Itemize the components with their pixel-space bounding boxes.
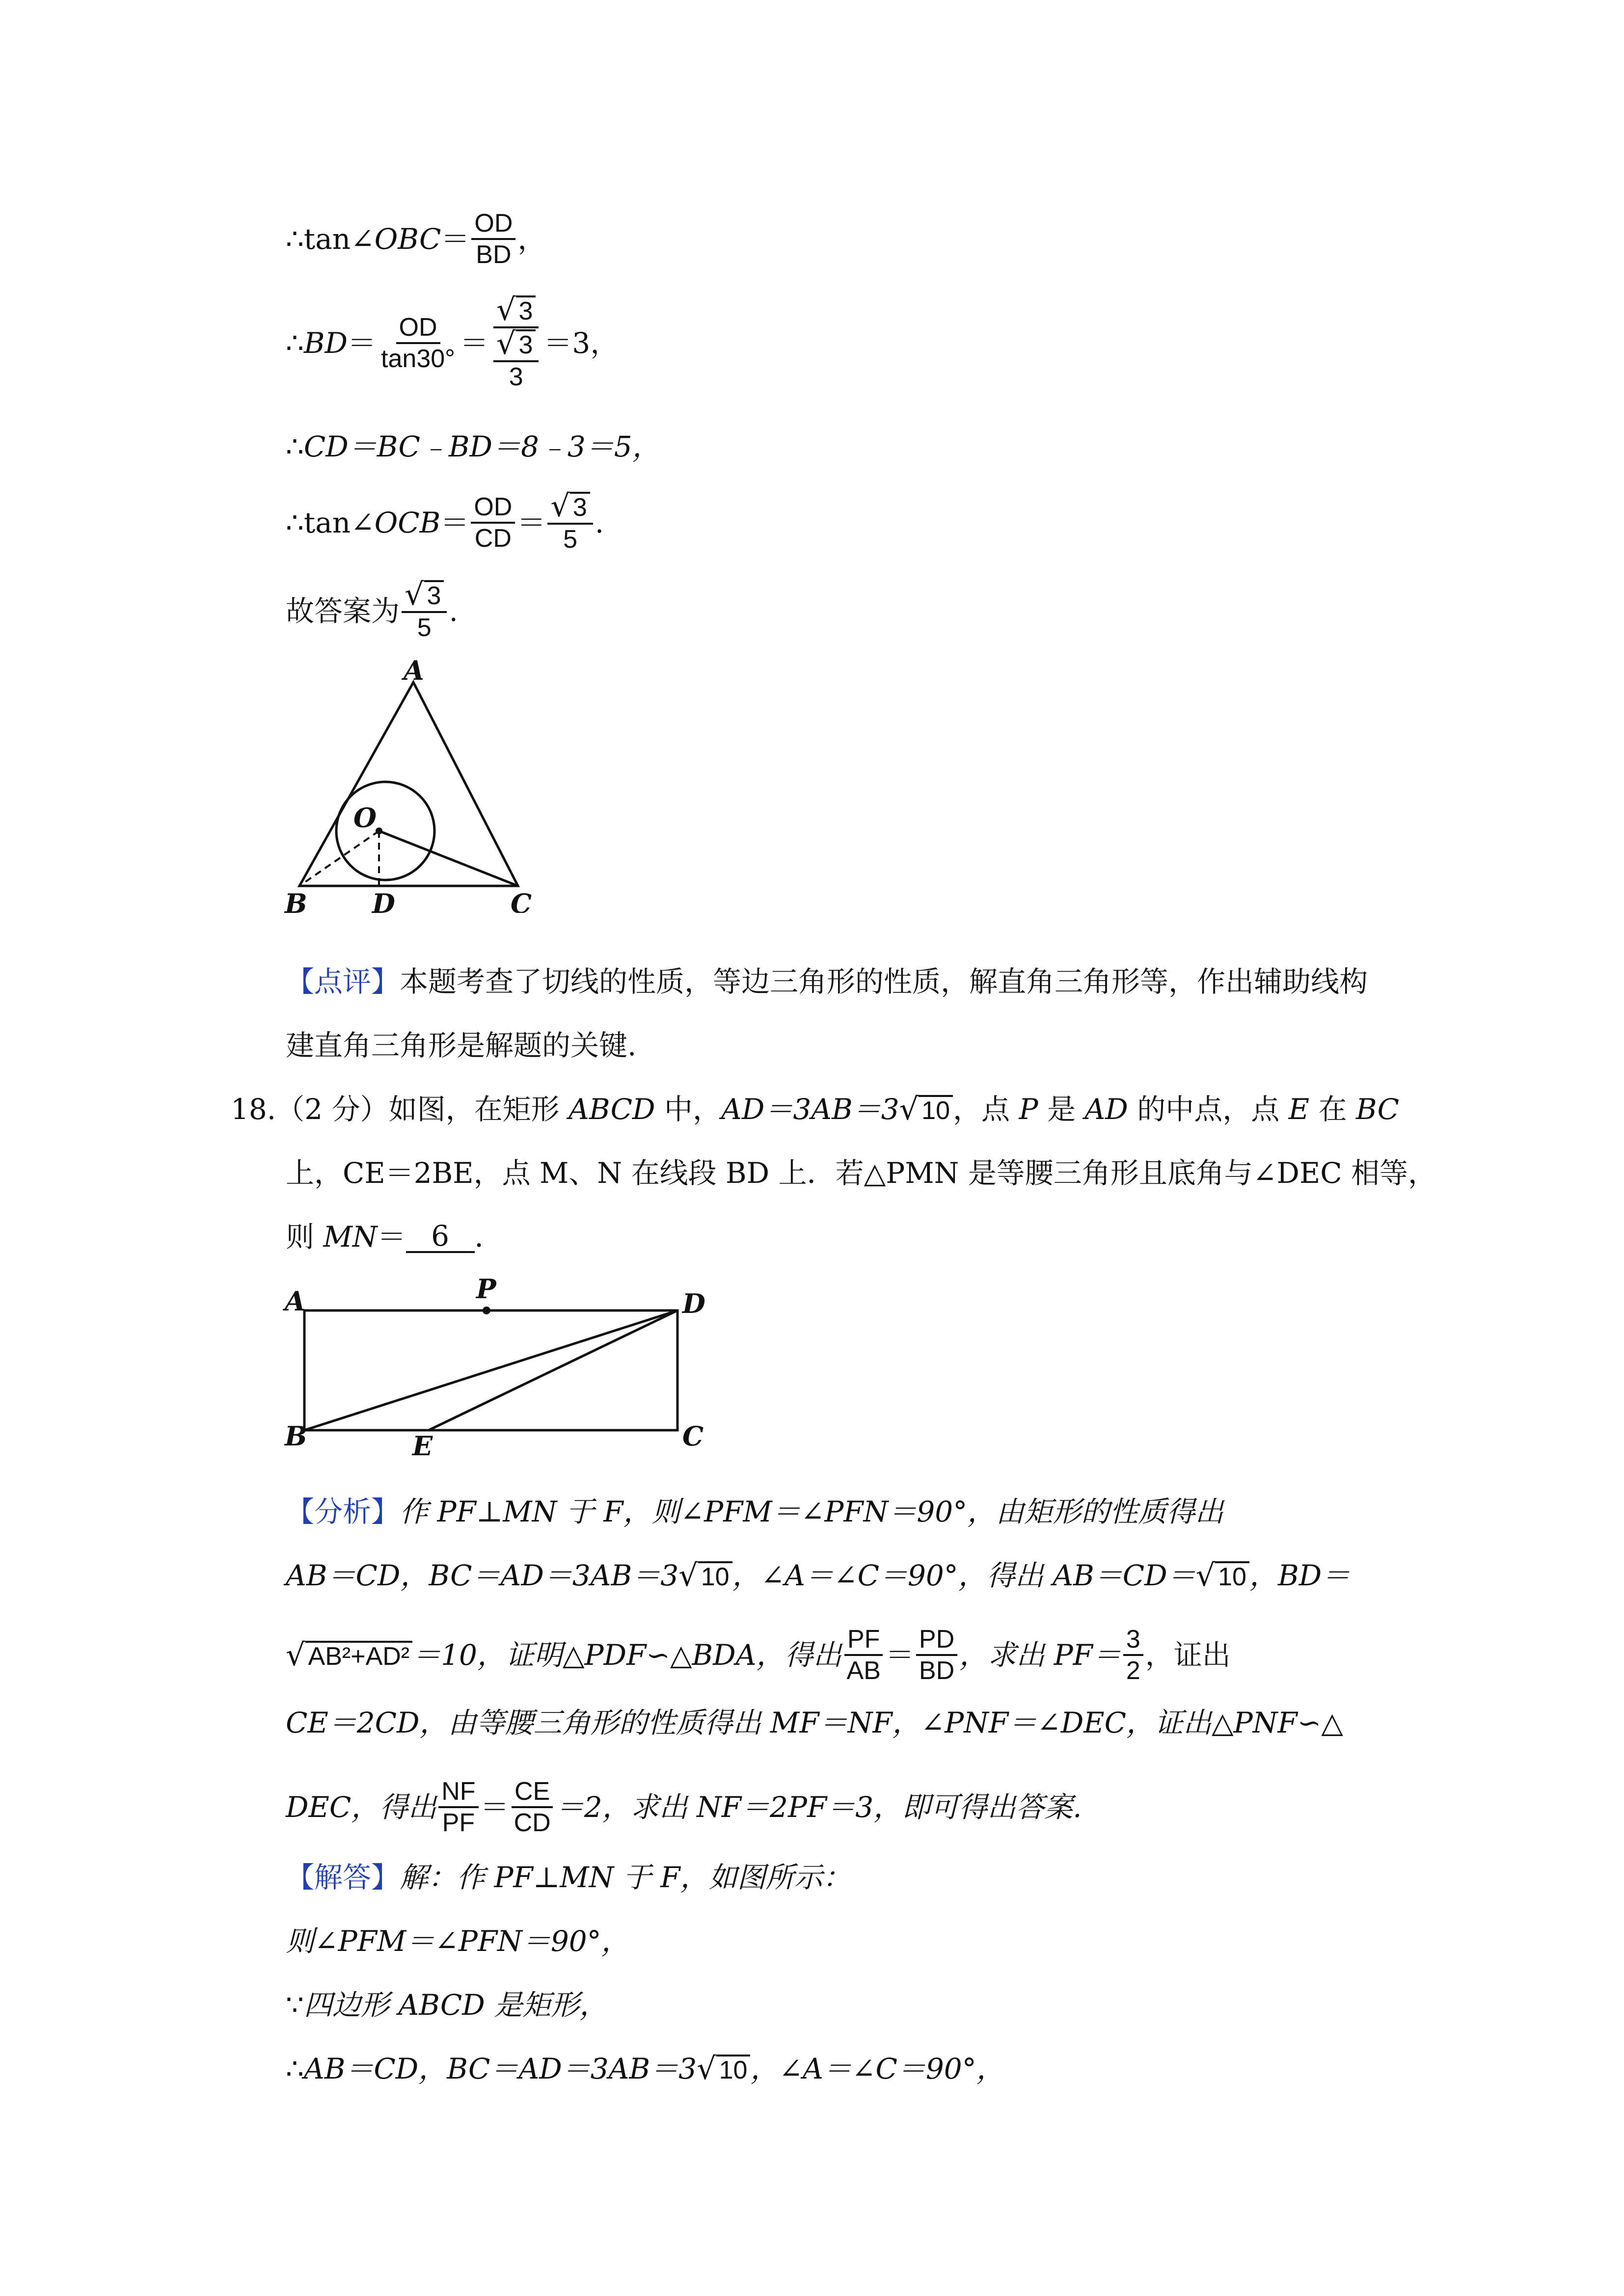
- fraction: 3 2: [1123, 1625, 1143, 1685]
- label-d: D: [682, 1288, 705, 1319]
- label-o: O: [353, 802, 377, 833]
- sqrt: √ 10: [1196, 1560, 1249, 1591]
- analysis-line3: √ AB²+AD² ＝10，证明△PDF∽△BDA，得出 PF AB ＝ PD BD ，求出 PF＝ 3 2 ，证出: [286, 1625, 1231, 1685]
- question-18-line1: 18. （2 分）如图，在矩形 ABCD 中， AD＝3AB＝3 √ 10 ，点 P 是 AD 的中点，点 E 在 BC: [231, 1091, 1399, 1127]
- analysis-line2: AB＝CD，BC＝AD＝3AB＝3 √ 10 ，∠A＝∠C＝90°，得出 AB＝CD＝ √ 10 ，BD＝: [286, 1557, 1351, 1593]
- fraction: NF PF: [438, 1777, 478, 1838]
- analysis-line4: CE＝2CD，由等腰三角形的性质得出 MF＝NF，∠PNF＝∠DEC，证出△PNF∽△: [286, 1706, 1343, 1739]
- label-c: C: [511, 888, 532, 913]
- analysis-line5: DEC，得出 NF PF ＝ CE CD ＝2，求出 NF＝2PF＝3，即可得出答案.: [286, 1777, 1082, 1837]
- eq-tan-ocb: ∴ tan∠ OCB ＝ OD CD ＝ √ 3 5 .: [286, 488, 604, 554]
- sqrt: √ 10: [678, 1560, 732, 1591]
- solution-line3: ∵ 四边形 ABCD 是矩形，: [286, 1988, 608, 2022]
- question-18-line2: 上，CE＝2BE，点 M、N 在线段 BD 上．若△PMN 是等腰三角形且底角与∠DEC 相等，: [286, 1156, 1437, 1190]
- fraction: OD CD: [471, 492, 515, 553]
- analysis-tag: 【分析】: [286, 1495, 400, 1528]
- diagonal-bd: [304, 1310, 677, 1430]
- review-17-line2: 建直角三角形是解题的关键.: [286, 1029, 637, 1062]
- label-b: B: [285, 1420, 307, 1452]
- analysis-line1: 【分析】 作 PF⊥MN 于 F，则∠PFM＝∠PFN＝90°，由矩形的性质得出: [286, 1492, 1223, 1531]
- solution-tag: 【解答】: [286, 1861, 400, 1894]
- sqrt: √ 10: [899, 1094, 953, 1124]
- solution-line1: 【解答】 解：作 PF⊥MN 于 F，如图所示：: [286, 1858, 851, 1897]
- review-17-line1: 【点评】 本题考查了切线的性质，等边三角形的性质，解直角三角形等，作出辅助线构: [286, 962, 1368, 1001]
- question-18-line3: 则 MN ＝ 6 ．: [286, 1219, 503, 1254]
- incircle: [336, 782, 434, 880]
- label-e: E: [412, 1430, 433, 1458]
- fraction: √ 3 √ 3 3: [490, 294, 541, 392]
- fraction: OD BD: [471, 209, 515, 269]
- sqrt: √ AB²+AD²: [286, 1640, 412, 1670]
- fraction: CE CD: [511, 1777, 554, 1838]
- fraction: √ 3 5: [547, 491, 593, 554]
- label-d: D: [372, 888, 395, 913]
- fraction: √ 3 5: [402, 579, 447, 642]
- fraction: PD BD: [916, 1625, 957, 1685]
- label-a: A: [404, 658, 424, 686]
- segment-de: [429, 1310, 677, 1430]
- fraction: PF AB: [844, 1625, 884, 1685]
- eq-tan-obc: ∴ tan∠ OBC ＝ OD BD ，: [286, 209, 546, 269]
- point-o: [376, 828, 382, 834]
- fraction: OD tan30°: [381, 313, 455, 373]
- label-a: A: [285, 1285, 305, 1317]
- rectangle-figure: [280, 1271, 722, 1458]
- answer-blank: 6: [406, 1221, 475, 1253]
- review-tag: 【点评】: [286, 965, 400, 998]
- label-c: C: [682, 1420, 704, 1452]
- solution-line2: 则∠PFM＝∠PFN＝90°，: [286, 1924, 630, 1958]
- triangle-incircle-figure: [280, 658, 555, 913]
- label-b: B: [285, 888, 307, 913]
- solution-line4: ∴ AB＝CD，BC＝AD＝3AB＝3 √ 10 ，∠A＝∠C＝90°，: [286, 2051, 1005, 2086]
- answer-17: 故答案为 √ 3 5 .: [286, 576, 458, 642]
- point-p: [483, 1307, 490, 1314]
- sqrt: √ 10: [697, 2054, 750, 2084]
- label-p: P: [476, 1273, 496, 1305]
- eq-bd: ∴ BD ＝ OD tan30° ＝ √ 3 √ 3 3 ＝3，: [286, 292, 619, 391]
- triangle-abc: [299, 682, 518, 886]
- eq-cd: ∴ CD＝BC﹣BD＝8﹣3＝5，: [286, 430, 661, 463]
